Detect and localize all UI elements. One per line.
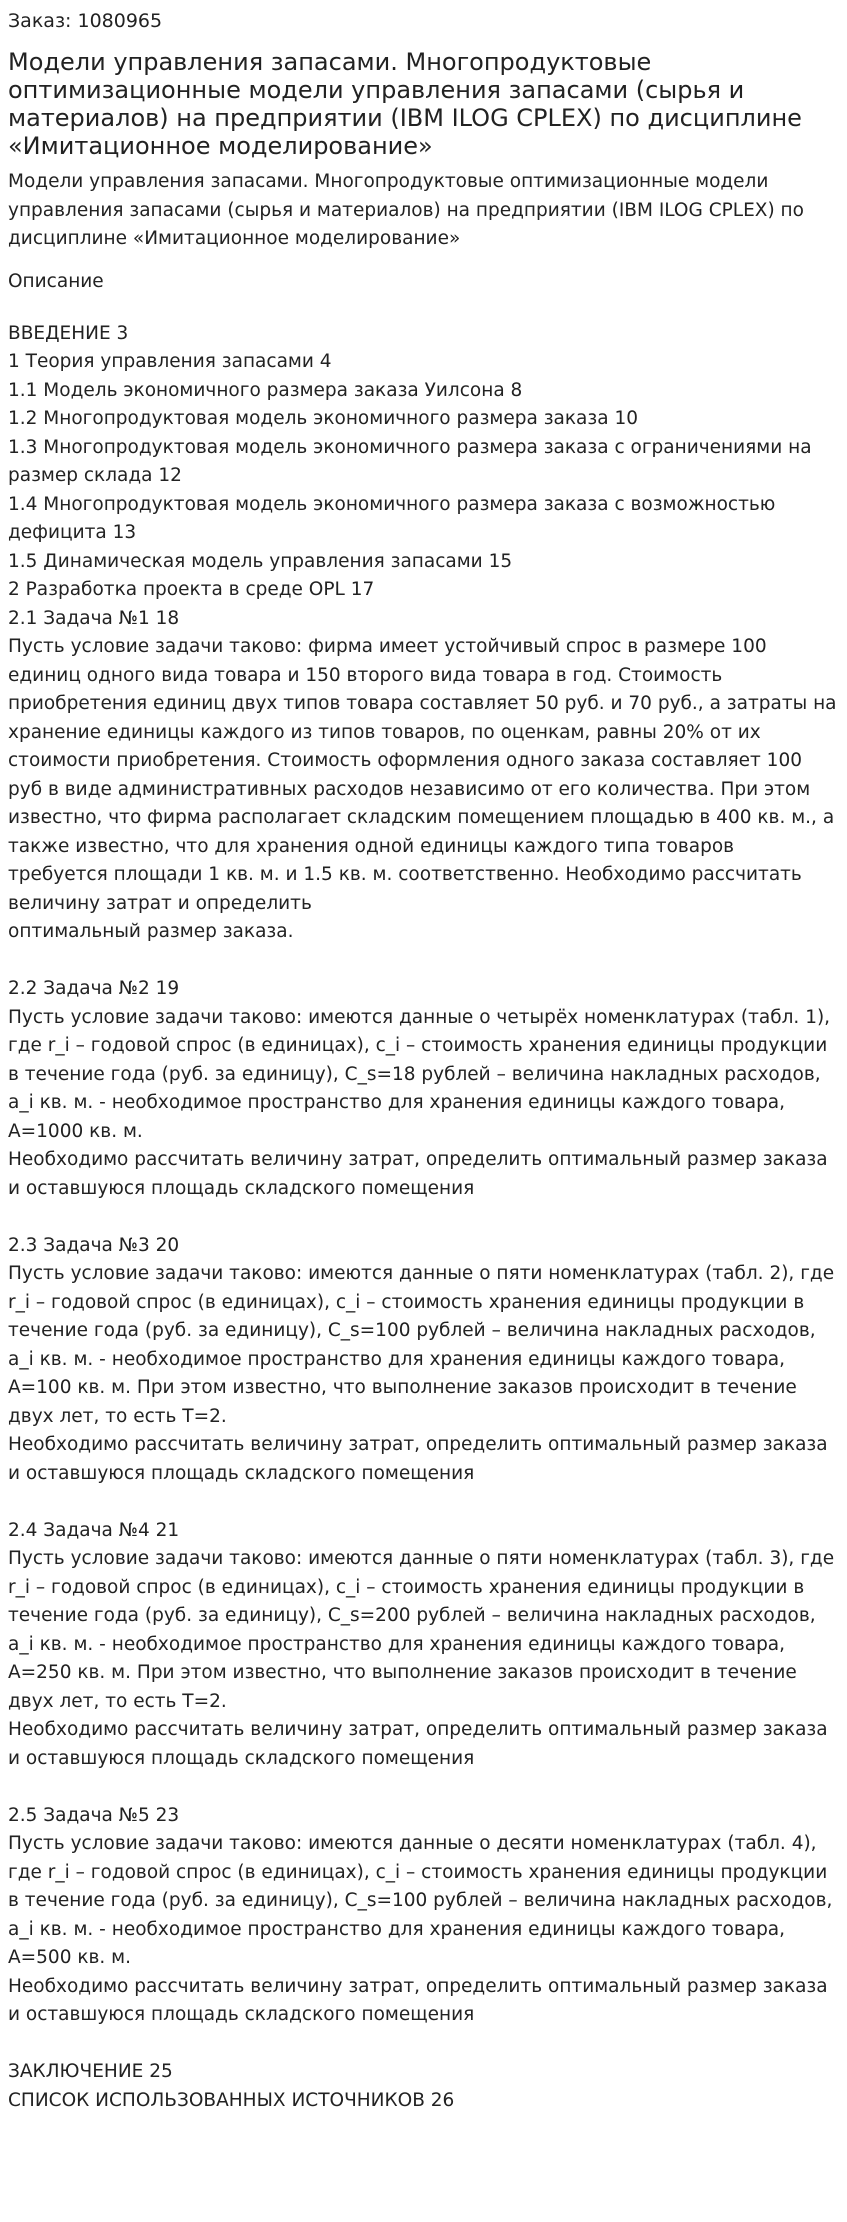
order-number: Заказ: 1080965 [8,10,163,32]
content-line: Необходимо рассчитать величину затрат, определить оптимальный размер заказа и оставшуюся площадь складского помещения [8,1434,834,1484]
content-line: 1.5 Динамическая модель управления запасами 15 [8,550,513,572]
content-line: Пусть условие задачи таково: имеются данные о пяти номенклатурах (табл. 3), где r_i – годовой спрос (в единицах), c_i – стоимость хранения единицы продукции в течение года (руб. за единицу), C_s=200 рублей – величина накладных расходов, a_i кв. м. - необходимое пространство для хранения единицы каждого товара, A=250 кв. м. При этом известно, что выполнение заказов происходит в течение двух лет, то есть T=2. [8,1548,840,1712]
content-line: 2.2 Задача №2 19 [8,978,180,999]
content-line: ВВЕДЕНИЕ 3 [8,322,129,344]
content-line: 2.4 Задача №4 21 [8,1519,180,1541]
content-line: Необходимо рассчитать величину затрат, определить оптимальный размер заказа и оставшуюся площадь складского помещения [8,1719,834,1769]
content-line: 1.4 Многопродуктовая модель экономичного размера заказа с возможностью дефицита 13 [8,493,782,543]
page-subtitle: Модели управления запасами. Многопродуктовые оптимизационные модели управления запасами (сырья и материалов) на предприятии (IBM ILOG CPLEX) по дисциплине «Имитационное моделирование» [8,171,804,249]
content-line: Необходимо рассчитать величину затрат, определить оптимальный размер заказа и оставшуюся площадь складского помещения [8,1975,834,2025]
content-line: СПИСОК ИСПОЛЬЗОВАННЫХ ИСТОЧНИКОВ 26 [8,2089,455,2111]
blank-line [8,1773,839,1802]
blank-line [8,947,839,976]
content-line: Пусть условие задачи таково: имеются данные о четырёх номенклатурах (табл. 1), где r_i – годовой спрос (в единицах), c_i – стоимость хранения единицы продукции в течение года (руб. за единицу), C_s=18 рублей – величина накладных расходов, a_i кв. м. - необходимое пространство для хранения единицы каждого товара, A=1000 кв. м. [8,1006,836,1142]
content-line: 2.3 Задача №3 20 [8,1234,180,1256]
content-line: 2.1 Задача №1 18 [8,607,180,629]
content-line: 1.3 Многопродуктовая модель экономичного размера заказа с ограничениями на размер склада 12 [8,436,818,486]
content-line: ЗАКЛЮЧЕНИЕ 25 [8,2061,173,2082]
page-title: Модели управления запасами. Многопродуктовые оптимизационные модели управления запасами (сырья и материалов) на предприятии (IBM ILOG CPLEX) по дисциплине «Имитационное моделирование» [8,48,802,160]
blank-line [8,1203,839,1232]
description-content [8,320,843,2116]
description-label: Описание [8,270,104,292]
content-line: Пусть условие задачи таково: фирма имеет устойчивый спрос в размере 100 единиц одного вида товара и 150 второго вида товара в год. Стоимость приобретения единиц двух типов товара составляет 50 руб. и 70 руб., а затраты на хранение единицы каждого из типов товаров, по оценкам, равны 20% от их стоимости приобретения. Стоимость оформления одного заказа составляет 100 руб в виде административных расходов независимо от его количества. При этом известно, что фирма располагает складским помещением площадью в 400 кв. м., а также известно, что для хранения одной единицы каждого типа товаров требуется площади 1 кв. м. и 1.5 кв. м. соответственно. Необходимо рассчитать величину затрат и определить [8,636,843,914]
content-line: 1.2 Многопродуктовая модель экономичного размера заказа 10 [8,408,638,429]
content-line: 2.5 Задача №5 23 [8,1804,180,1826]
content-line: оптимальный размер заказа. [8,921,294,942]
blank-line [8,1488,839,1517]
blank-line [8,2030,839,2059]
content-line: Необходимо рассчитать величину затрат, определить оптимальный размер заказа и оставшуюся площадь складского помещения [8,1149,834,1199]
content-line: 1.1 Модель экономичного размера заказа Уилсона 8 [8,379,523,401]
content-line: 1 Теория управления запасами 4 [8,351,332,372]
content-line: Пусть условие задачи таково: имеются данные о пяти номенклатурах (табл. 2), где r_i – годовой спрос (в единицах), c_i – стоимость хранения единицы продукции в течение года (руб. за единицу), C_s=100 рублей – величина накладных расходов, a_i кв. м. - необходимое пространство для хранения единицы каждого товара, A=100 кв. м. При этом известно, что выполнение заказов происходит в течение двух лет, то есть T=2. [8,1263,840,1427]
content-line: 2 Разработка проекта в среде OPL 17 [8,579,375,600]
content-line: Пусть условие задачи таково: имеются данные о десяти номенклатурах (табл. 4), где r_i – годовой спрос (в единицах), c_i – стоимость хранения единицы продукции в течение года (руб. за единицу), C_s=100 рублей – величина накладных расходов, a_i кв. м. - необходимое пространство для хранения единицы каждого товара, A=500 кв. м. [8,1833,839,1968]
